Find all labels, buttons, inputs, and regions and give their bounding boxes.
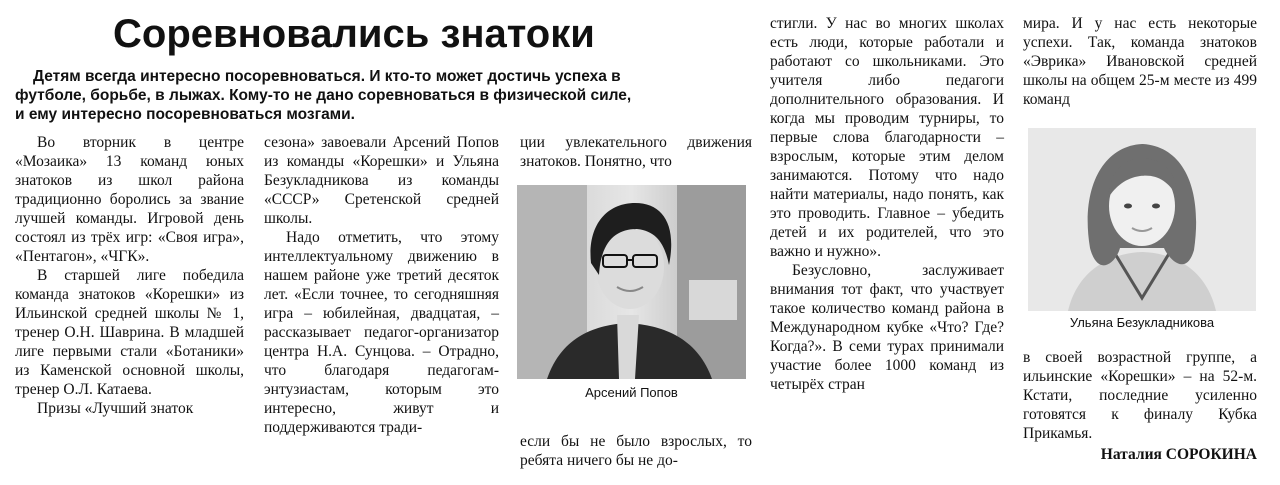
author-signature: Наталия СОРОКИНА <box>1100 446 1257 463</box>
paragraph: ции увлекательного движения знатоков. Понятно, что <box>520 134 752 170</box>
paragraph: сезона» завоевали Арсений Попов из команды «Корешки» и Ульяна Безукладникова из команды «СССР» Сретенской средней школы. <box>264 134 499 227</box>
photo-ulyana-bezukladnikova <box>1028 128 1256 311</box>
article-title: Соревновались знатоки <box>113 12 595 56</box>
paragraph: Безусловно, заслуживает внимания тот факт, что участвует такое количество команд района в Международном кубке «Что? Где? Когда?». В семи турах принимали участие более 1000 команд из четырёх стран <box>770 262 1004 393</box>
text-column-3-bottom <box>520 432 752 470</box>
article-lead <box>15 67 755 124</box>
paragraph: В старшей лиге победила команда знатоков «Корешки» из Ильинской средней школы № 1, тренер О.Н. Шаврина. В младшей лиге первыми стали «Ботаники» из Каменской основной школы, тренер О.Л. Катаева. <box>15 267 244 398</box>
text-column-5-top <box>1023 14 1257 109</box>
text-column-5-bottom <box>1023 348 1257 443</box>
text-column-1 <box>15 133 244 418</box>
paragraph: если бы не было взрослых, то ребята ничего бы не до- <box>520 433 752 469</box>
photo-arseniy-popov <box>517 185 746 379</box>
text-column-4 <box>770 14 1004 394</box>
lead-line-3: и ему интересно посоревноваться мозгами. <box>15 106 355 123</box>
paragraph: Призы «Лучший знаток <box>37 400 194 417</box>
portrait-image <box>1028 128 1256 311</box>
text-column-3-top <box>520 133 752 171</box>
text-column-2 <box>264 133 499 437</box>
photo-caption-popov: Арсений Попов <box>585 385 678 400</box>
lead-line-2: футболе, борьбе, в лыжах. Кому-то не дано соревноваться в физической силе, <box>15 87 632 104</box>
lead-line-1: Детям всегда интересно посоревноваться. И кто-то может достичь успеха в <box>33 68 621 85</box>
paragraph: Во вторник в центре «Мозаика» 13 команд юных знатоков из школ района традиционно боролись за звание лучшей команды. Игровой день состоял из трёх игр: «Своя игра», «Пентагон», «ЧГК». <box>15 134 244 265</box>
paragraph: мира. И у нас есть некоторые успехи. Так, команда знатоков «Эврика» Ивановской средней школы на общем 25-м месте из 499 команд <box>1023 15 1257 108</box>
portrait-image <box>517 185 746 379</box>
paragraph: в своей возрастной группе, а ильинские «Корешки» – на 52-м. Кстати, последние усиленно готовятся к финалу Кубка Прикамья. <box>1023 349 1257 442</box>
paragraph: Надо отметить, что этому интеллектуальному движению в нашем районе уже третий десяток лет. «Если точнее, то сегодняшняя игра – юбилейная, двадцатая, – рассказывает педагог-организатор центра Н.А. Сунцова. – Отрадно, что благодаря педагогам-энтузиастам, которым это интересно, живут и поддерживаются тради- <box>264 229 499 436</box>
photo-caption-bezukladnikova: Ульяна Безукладникова <box>1069 315 1215 330</box>
paragraph: стигли. У нас во многих школах есть люди, которые работали и работают со школьниками. Это учителя либо педагоги дополнительного образования. И когда мы проводим турниры, то первые слова благодарности – взрослым, которые этим делом занимаются. Потому что надо найти материалы, надо понять, как это проводить. Главное – убедить детей и их родителей, что это важно и нужно». <box>770 15 1004 260</box>
